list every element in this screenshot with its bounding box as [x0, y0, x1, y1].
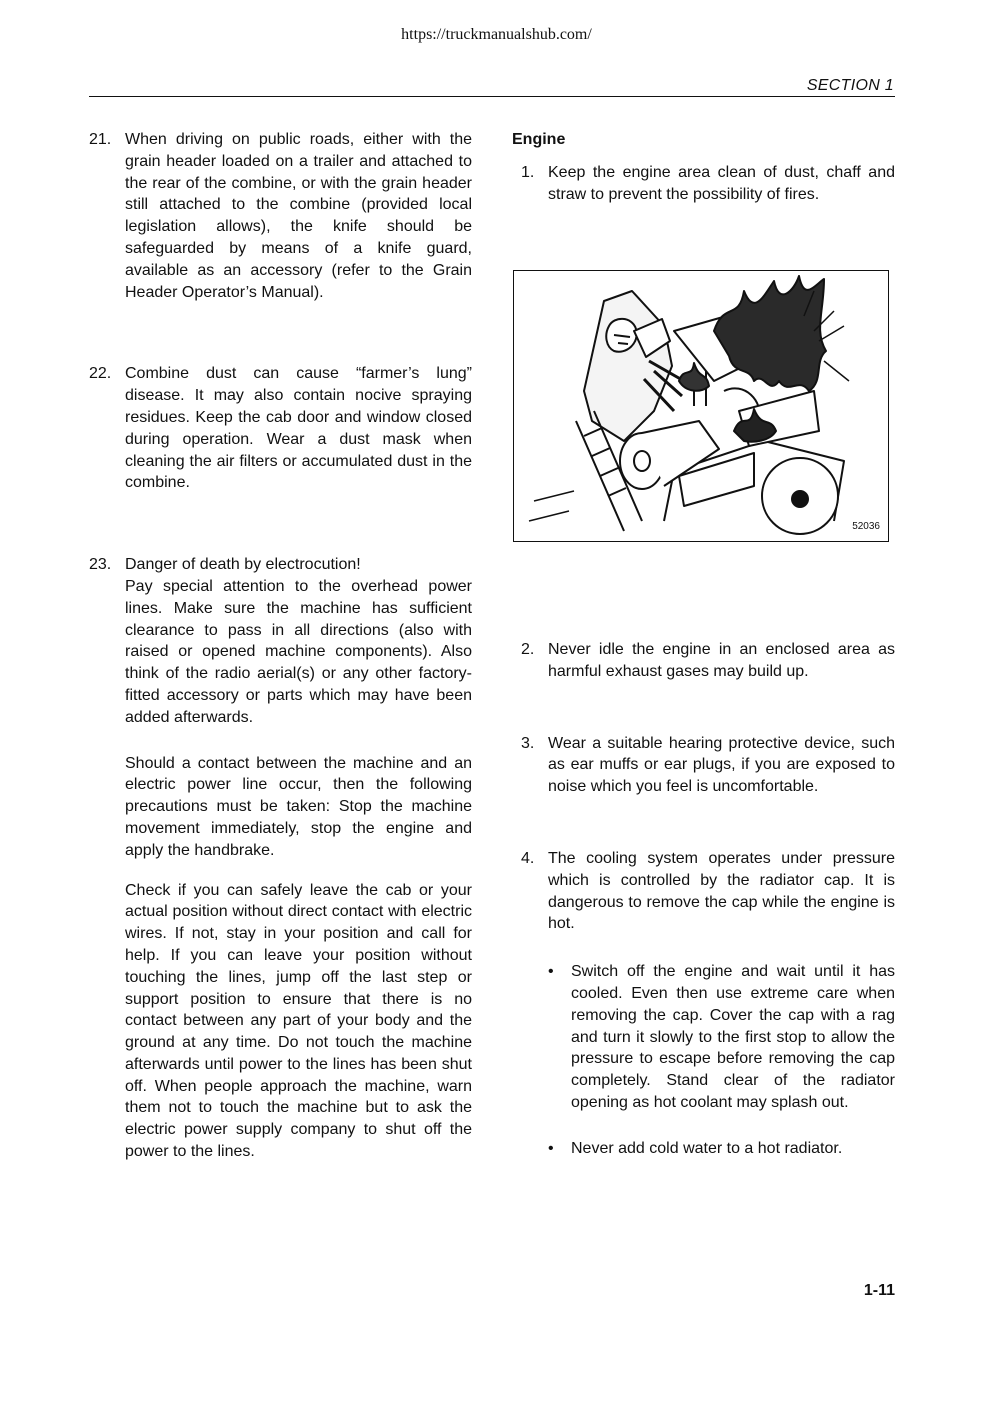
- item-text: The cooling system operates under pressure which is controlled by the radiator cap. It is dangerous to remove the cap while the engine is hot.: [548, 849, 895, 933]
- cooling-bullet-2: [512, 1138, 895, 1160]
- safety-item-22: [89, 363, 472, 494]
- item-number: 21.: [89, 131, 112, 148]
- source-url: https://truckmanualshub.com/: [401, 26, 592, 43]
- right-column-bottom: [512, 639, 895, 1160]
- engine-item-4: [512, 848, 895, 935]
- engine-fire-drawing: [514, 271, 887, 540]
- left-column: [89, 129, 472, 1163]
- item-paragraph-2: Should a contact between the machine and an electric power line occur, then the following precautions must be taken: Stop the machine movement immediately, stop the engine and apply the handbrake.: [125, 754, 472, 859]
- bullet-text: Never add cold water to a hot radiator.: [571, 1139, 843, 1157]
- bullet-icon: •: [548, 1139, 554, 1157]
- cooling-bullet-1: [512, 961, 895, 1114]
- engine-item-3: [512, 733, 895, 798]
- item-text: Pay special attention to the overhead power lines. Make sure the machine has sufficient clearance to pass in all directions (also with raised or opened machine components). Also think of the radio aerial(s) or any other factory-fitted accessory or parts which may have been added afterwards.: [125, 577, 472, 726]
- page-number: 1-11: [863, 1282, 895, 1299]
- item-text: Wear a suitable hearing protective device, such as ear muffs or ear plugs, if you are exposed to noise which you feel is uncomfortable.: [548, 734, 895, 796]
- item-text: Keep the engine area clean of dust, chaff and straw to prevent the possibility of fires.: [548, 163, 895, 203]
- right-column-top: [512, 129, 895, 205]
- engine-item-1: [512, 162, 895, 206]
- item-text: Never idle the engine in an enclosed area as harmful exhaust gases may build up.: [548, 641, 895, 680]
- item-text: Combine dust can cause “farmer’s lung” disease. It may also contain nocive spraying residues. Keep the cab door and window closed during operation. Wear a dust mask when cleaning the air filters or accumulated dust in the combine.: [125, 365, 472, 492]
- item-number: 4.: [521, 849, 535, 867]
- bullet-icon: •: [548, 963, 554, 981]
- safety-item-23: [89, 554, 472, 1163]
- engine-heading: Engine: [512, 131, 566, 148]
- item-number: 23.: [89, 556, 112, 574]
- bullet-text: Switch off the engine and wait until it has cooled. Even then use extreme care when removing the cap. Cover the cap with a rag and turn it slowly to the first stop to allow the pressure to escape before removing the cap completely. Stand clear of the radiator opening as hot coolant may splash out.: [571, 963, 895, 1111]
- item-number: 2.: [521, 641, 535, 658]
- safety-item-21: [89, 129, 472, 303]
- item-text: When driving on public roads, either with the grain header loaded on a trailer and attached to the rear of the combine, or with the grain header still attached to the combine (provided local legislation allows), the knife should be safeguarded by means of a knife guard, available as an accessory (refer to the Grain Header Operator’s Manual).: [125, 131, 472, 301]
- section-label: SECTION 1: [806, 77, 894, 94]
- figure-id: 52036: [852, 521, 880, 532]
- engine-fire-illustration: [513, 270, 889, 542]
- item-title: Danger of death by electrocution!: [125, 556, 361, 574]
- item-number: 22.: [89, 365, 112, 383]
- item-number: 1.: [521, 163, 535, 181]
- header-rule: [89, 96, 895, 97]
- item-paragraph-3: Check if you can safely leave the cab or your actual position without direct contact with electric wires. If not, stay in your position and call for help. If you can leave your position without touching the lines, jump off the last step or support position to ensure that there is no contact between any part of your body and the ground at any time. Do not touch the machine afterwards until power to the lines has been shut off. When people approach the machine, warn them not to touch the machine but to ask the electric power supply company to shut off the power to the lines.: [125, 881, 472, 1161]
- item-number: 3.: [521, 734, 535, 752]
- engine-item-2: [512, 639, 895, 683]
